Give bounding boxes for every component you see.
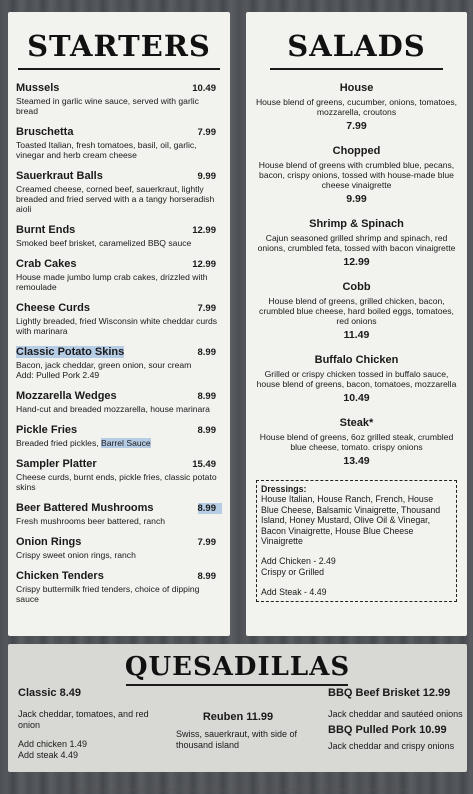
menu-item-cheese-curds — [16, 302, 222, 336]
chicken-option: Crispy or Grilled — [261, 566, 325, 577]
salad-name: Cobb — [342, 281, 371, 293]
salad-description: House blend of greens with crumbled blue, pecans, bacon, crispy onions, tossed with house-made blue cheese vinaigrette — [258, 160, 455, 190]
salad-price: 13.49 — [343, 455, 370, 467]
quesadillas-panel — [8, 644, 467, 772]
add-chicken: Add Chicken - 2.49 — [261, 556, 336, 567]
item-description: Crispy buttermilk fried tenders, choice of dipping sauce — [16, 584, 200, 604]
salad-name: Chopped — [332, 145, 381, 157]
quesadilla-name: Reuben 11.99 — [202, 711, 274, 723]
item-description: Fresh mushrooms beer battered, ranch — [16, 516, 166, 526]
item-price: 8.99 — [197, 347, 216, 358]
salad-description: House blend of greens, 6oz grilled steak, crumbled blue cheese, tomato. crispy onions — [259, 432, 454, 452]
menu-item-mussels — [16, 82, 222, 116]
salad-chopped — [252, 145, 461, 205]
item-description-text: Breaded fried pickles, — [16, 438, 102, 448]
salad-description: House blend of greens, cucumber, onions, tomatoes, mozzarella, croutons — [255, 97, 458, 117]
salad-price: 12.99 — [343, 256, 370, 268]
item-name: Mussels — [16, 82, 60, 94]
quesadilla-description: Jack cheddar and crispy onions — [328, 740, 455, 751]
item-name: Onion Rings — [16, 536, 82, 548]
salad-description: Cajun seasoned grilled shrimp and spinach, red onions, crumbled feta, tossed with bacon vinaigrette — [257, 233, 456, 253]
menu-item-chicken-tenders — [16, 570, 222, 604]
salad-price: 7.99 — [346, 120, 367, 132]
quesadillas-title-underline — [126, 684, 348, 686]
menu-item-sampler-platter — [16, 458, 222, 492]
item-price: 12.99 — [192, 225, 216, 236]
menu-item-burnt-ends — [16, 224, 222, 248]
item-description: Toasted Italian, fresh tomatoes, basil, oil, garlic, vinegar and herb cream cheese — [16, 140, 197, 160]
salad-cobb — [252, 281, 461, 341]
item-description: Creamed cheese, corned beef, sauerkraut, lightly breaded and fried served with a a tangy horseradish aioli — [16, 184, 215, 214]
quesadilla-name: BBQ Beef Brisket 12.99 — [328, 687, 451, 699]
item-name: Classic Potato Skins — [16, 346, 125, 358]
item-description: Cheese curds, burnt ends, pickle fries, classic potato skins — [16, 472, 217, 492]
dressings-title: Dressings: — [261, 484, 307, 494]
item-name: Beer Battered Mushrooms — [16, 502, 154, 514]
quesadilla-name: BBQ Pulled Pork 10.99 — [328, 723, 447, 736]
quesadillas-title: QUESADILLAS — [124, 652, 351, 682]
starters-panel — [8, 12, 230, 636]
item-name: Sampler Platter — [16, 458, 97, 470]
footnote: *Consuming raw or undercooked meat, shellfish, poultry, seafood or eggs may increase your risk of food-borne illness. We recommend medium well on all breaded items — [68, 787, 405, 792]
item-name: Sauerkraut Balls — [16, 170, 103, 182]
item-description — [16, 438, 222, 448]
item-price: 7.99 — [197, 303, 216, 314]
item-price: 8.99 — [197, 425, 216, 436]
item-addon: Add: Pulled Pork 2.49 — [16, 370, 100, 380]
quesadilla-description: Jack cheddar and sautéed onions — [328, 709, 463, 719]
salad-name: Steak* — [339, 417, 374, 429]
item-name: Crab Cakes — [16, 258, 77, 270]
item-description-highlight: Barrel Sauce — [101, 438, 151, 448]
quesadilla-addon: Add chicken 1.49 — [18, 739, 88, 749]
salad-name: Shrimp & Spinach — [309, 218, 404, 230]
item-name: Pickle Fries — [16, 424, 78, 436]
salad-price: 9.99 — [346, 193, 367, 205]
item-price: 10.49 — [192, 83, 216, 94]
item-description: House made jumbo lump crab cakes, drizzled with remoulade — [16, 272, 208, 292]
menu-item-bruschetta — [16, 126, 222, 160]
menu-item-onion-rings — [16, 536, 222, 560]
quesadilla-addon: Add steak 4.49 — [18, 749, 79, 760]
item-description: Steamed in garlic wine sauce, served with garlic bread — [16, 96, 199, 116]
salads-title-underline — [270, 68, 443, 70]
item-name: Bruschetta — [16, 126, 74, 138]
item-price: 8.99 — [197, 571, 216, 582]
menu-item-classic-potato-skins — [16, 346, 222, 380]
item-description: Bacon, jack cheddar, green onion, sour cream — [16, 360, 192, 370]
item-name: Cheese Curds — [16, 302, 90, 314]
dressings-list: House Italian, House Ranch, French, House Blue Cheese, Balsamic Vinaigrette, Thousand Island, Honey Mustard, Olive Oil & Vinegar, Bacon Vinaigrette, House Blue Cheese Vinaigrette — [261, 494, 441, 547]
item-description: Crispy sweet onion rings, ranch — [16, 550, 136, 560]
salad-description: House blend of greens, grilled chicken, bacon, crumbled blue cheese, hard boiled eggs, tomatoes, red onions — [259, 296, 454, 326]
dressings-box — [256, 480, 457, 602]
item-price: 7.99 — [197, 127, 216, 138]
salad-steak — [252, 417, 461, 467]
starters-title: STARTERS — [27, 29, 211, 63]
quesadilla-bbq-group — [328, 687, 464, 751]
item-price: 8.99 — [197, 391, 216, 402]
salad-house — [252, 82, 461, 132]
quesadilla-description: Jack cheddar, tomatoes, and red onion — [18, 709, 149, 730]
menu-item-crab-cakes — [16, 258, 222, 292]
quesadilla-reuben — [176, 711, 300, 750]
salads-title: SALADS — [287, 29, 426, 63]
menu-item-beer-battered-mushrooms — [16, 502, 222, 526]
salad-description: Grilled or crispy chicken tossed in buffalo sauce, house blend of greens, bacon, tomatoes, mozzarella — [256, 369, 457, 389]
item-price: 15.49 — [192, 459, 216, 470]
salad-name: Buffalo Chicken — [314, 354, 399, 366]
salad-price: 11.49 — [343, 329, 370, 341]
item-name: Burnt Ends — [16, 224, 76, 236]
salad-buffalo-chicken — [252, 354, 461, 404]
salad-shrimp-spinach — [252, 218, 461, 268]
quesadilla-classic — [18, 687, 168, 760]
item-name: Chicken Tenders — [16, 570, 104, 582]
menu-item-mozzarella-wedges — [16, 390, 222, 414]
add-steak: Add Steak - 4.49 — [261, 587, 327, 598]
starters-title-underline — [18, 68, 220, 70]
item-description: Lightly breaded, fried Wisconsin white cheddar curds with marinara — [16, 316, 218, 336]
item-price: 9.99 — [197, 171, 216, 182]
quesadilla-name: Classic 8.49 — [18, 687, 81, 699]
item-description: Smoked beef brisket, caramelized BBQ sauce — [16, 238, 192, 248]
salad-price: 10.49 — [343, 392, 370, 404]
salads-panel — [246, 12, 467, 636]
item-price: 7.99 — [197, 537, 216, 548]
item-price: 8.99 — [198, 503, 223, 514]
menu-item-pickle-fries — [16, 424, 222, 448]
salad-name: House — [339, 82, 374, 94]
item-name: Mozzarella Wedges — [16, 390, 117, 402]
menu-item-sauerkraut-balls — [16, 170, 222, 214]
quesadilla-description: Swiss, sauerkraut, with side of thousand island — [176, 729, 298, 750]
item-price: 12.99 — [192, 259, 216, 270]
item-description: Hand-cut and breaded mozzarella, house marinara — [16, 404, 210, 414]
